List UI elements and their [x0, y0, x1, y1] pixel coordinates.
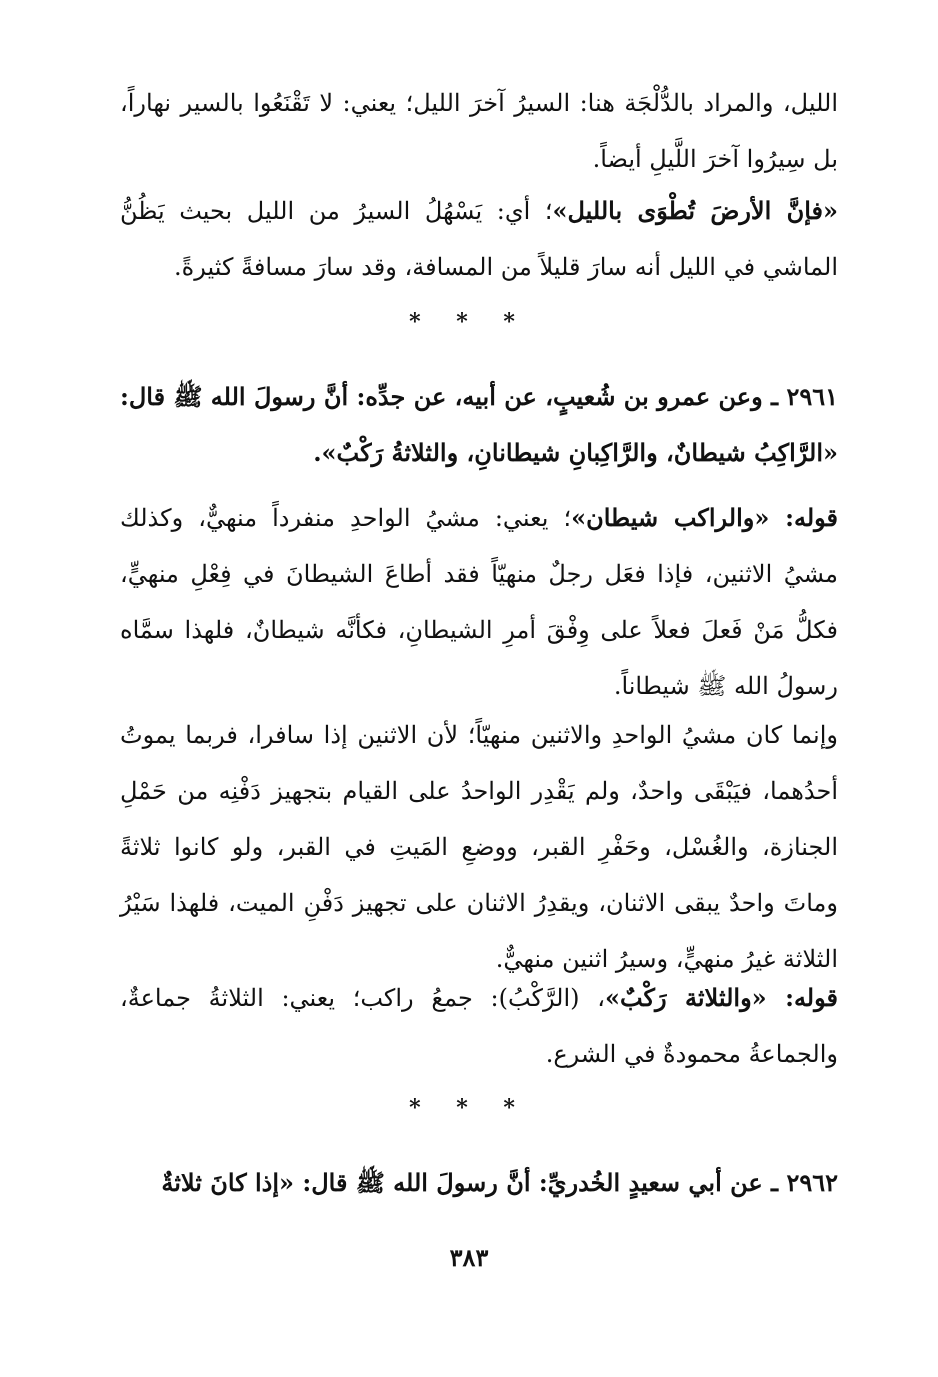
paragraph-two-travelers	[120, 707, 838, 987]
hadith-2962	[120, 1155, 838, 1211]
paragraph-text: ، (الرَّكْبُ): جمعُ راكب؛ يعني: الثلاثةُ جماعةٌ، والجماعةُ محمودةٌ في الشرع.	[120, 984, 838, 1068]
paragraph-rider-devil	[120, 490, 838, 714]
paragraph-earth-folded	[120, 183, 838, 295]
page-number: ٣٨٣	[449, 1243, 489, 1272]
hadith-2961	[120, 369, 838, 481]
paragraph-dulja-explanation	[120, 75, 838, 187]
hadith-text: ٢٩٦١ ـ وعن عمرو بن شُعيبٍ، عن أبيه، عن جدِّه: أنَّ رسولَ الله ﷺ قال: «الرَّاكِبُ شيطانٌ، والرَّاكِبانِ شيطانانِ، والثلاثةُ رَكْبٌ».	[120, 382, 838, 467]
paragraph-three-riders	[120, 970, 838, 1082]
paragraph-text: وإنما كان مشيُ الواحدِ والاثنين منهيّاً؛ لأن الاثنين إذا سافرا، فربما يموتُ أحدُهما، فيَبْقَى واحدٌ، ولم يَقْدِر الواحدُ على القيام بتجهيز دَفْنِه من حَمْلِ الجنازة، والغُسْل، وحَفْرِ القبر، ووضعِ المَيتِ في القبر، ولو كانوا ثلاثةً وماتَ واحدٌ يبقى الاثنان، ويقدِرُ الاثنان على تجهيز دَفْنِ الميت، فلهذا سَيْرُ الثلاثة غيرُ منهيٍّ، وسيرُ اثنين منهيٌّ.	[120, 721, 839, 973]
paragraph-text: الليل، والمراد بالدُّلْجَة هنا: السيرُ آخرَ الليل؛ يعني: لا تَقْنَعُوا بالسير نهاراً، بل سِيرُوا آخرَ اللَّيلِ أيضاً.	[120, 89, 838, 173]
commentary-lead: قوله: «والثلاثة رَكْبٌ»	[604, 983, 838, 1012]
paragraph-text: ؛ أي: يَسْهُلُ السيرُ من الليل بحيث يَظُنُّ الماشي في الليل أنه سارَ قليلاً من المسافة، وقد سارَ مسافةً كثيرةً.	[120, 197, 838, 281]
section-divider: * * *	[409, 1095, 529, 1121]
hadith-quote: «فإنَّ الأرضَ تُطْوَى بالليل»	[552, 196, 839, 225]
commentary-lead: قوله: «والراكب شيطان»	[571, 503, 838, 532]
hadith-text: ٢٩٦٢ ـ عن أبي سعيدٍ الخُدريِّ: أنَّ رسولَ الله ﷺ قال: «إذا كانَ ثلاثةٌ	[161, 1168, 838, 1197]
section-divider: * * *	[409, 309, 529, 335]
paragraph-text: ؛ يعني: مشيُ الواحدِ منفرداً منهيٌّ، وكذلك مشيُ الاثنين، فإذا فعَل رجلٌ منهيّاً فقد أطاعَ الشيطانَ في فِعْلِ منهيٍّ، فكلُّ مَنْ فَعلَ فعلاً على وِفْقَ أمرِ الشيطانِ، فكأنَّه شيطانٌ، فلهذا سمَّاه رسولُ الله ﷺ شيطاناً.	[120, 504, 838, 700]
